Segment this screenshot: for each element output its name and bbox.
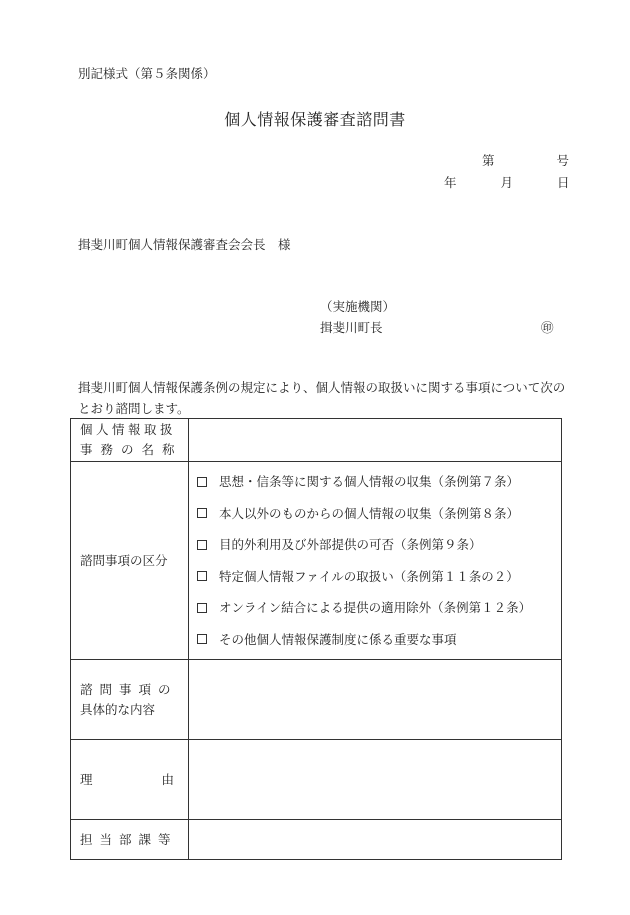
date-month: 月: [500, 175, 513, 190]
inquiry-form-table: [70, 418, 562, 860]
value-department[interactable]: [189, 820, 562, 860]
row-department: [71, 820, 562, 860]
row-reason: [71, 740, 562, 820]
row-inquiry-category: [71, 462, 562, 660]
label-reason-text: [80, 770, 188, 790]
checkbox[interactable]: [197, 477, 207, 487]
value-office-name[interactable]: [189, 419, 562, 462]
label-department-text: 担当部課等: [80, 831, 178, 847]
label-inquiry-category-text: 諮問事項の区分: [80, 552, 168, 568]
category-option-label: 目的外利用及び外部提供の可否（条例第９条）: [219, 537, 482, 552]
category-option[interactable]: [197, 498, 561, 530]
value-reason[interactable]: [189, 740, 562, 820]
checkbox[interactable]: [197, 571, 207, 581]
checkbox[interactable]: [197, 603, 207, 613]
document-title: 個人情報保護審査諮問書: [224, 110, 406, 129]
label-office-name-line1: 個人情報取扱: [80, 422, 177, 437]
checkbox[interactable]: [197, 634, 207, 644]
sender-org-label: （実施機関）: [320, 299, 396, 314]
label-reason: [71, 740, 189, 820]
label-specific-content-line1: 諮問事項の: [80, 681, 178, 697]
label-specific-content-line2: 具体的な内容: [80, 701, 156, 717]
checkbox[interactable]: [197, 540, 207, 550]
label-department: [71, 820, 189, 860]
category-option[interactable]: [197, 624, 561, 656]
category-option[interactable]: [197, 592, 561, 624]
seal-mark: ㊞: [541, 320, 554, 335]
category-option-label: オンライン結合による提供の適用除外（条例第１２条）: [219, 600, 532, 615]
number-prefix: 第: [482, 153, 495, 168]
label-inquiry-category: [71, 462, 189, 660]
category-option-label: 特定個人情報ファイルの取扱い（条例第１１条の２）: [219, 568, 519, 584]
category-option[interactable]: [197, 529, 561, 561]
row-office-name: [71, 419, 562, 462]
form-label: 別記様式（第５条関係）: [78, 66, 216, 81]
category-option-label: その他個人情報保護制度に係る重要な事項: [219, 631, 457, 647]
document-date: [444, 173, 569, 191]
date-day: 日: [556, 175, 570, 190]
category-option-list: [189, 462, 561, 659]
category-option[interactable]: [197, 561, 561, 593]
options-cell: [189, 462, 562, 660]
label-office-name: [71, 419, 189, 462]
label-reason-a: 理: [80, 771, 93, 787]
label-office-name-line2: 事務の名称: [80, 442, 183, 457]
value-specific-content[interactable]: [189, 660, 562, 740]
number-suffix: 号: [556, 153, 569, 168]
category-option-label: 本人以外のものからの個人情報の収集（条例第８条）: [219, 505, 520, 521]
category-option[interactable]: [197, 466, 561, 498]
label-reason-b: 由: [161, 771, 174, 787]
label-specific-content: [71, 660, 189, 740]
body-text: 揖斐川町個人情報保護条例の規定により、個人情報の取扱いに関する事項について次のとおり諮問します。: [78, 380, 566, 416]
addressee: 揖斐川町個人情報保護審査会会長 様: [78, 237, 291, 252]
row-specific-content: [71, 660, 562, 740]
category-option-label: 思想・信条等に関する個人情報の収集（条例第７条）: [219, 474, 520, 489]
sender-org-name: 揖斐川町長: [320, 320, 383, 335]
date-year: 年: [444, 175, 457, 190]
document-number: [482, 151, 569, 169]
checkbox[interactable]: [197, 508, 207, 518]
